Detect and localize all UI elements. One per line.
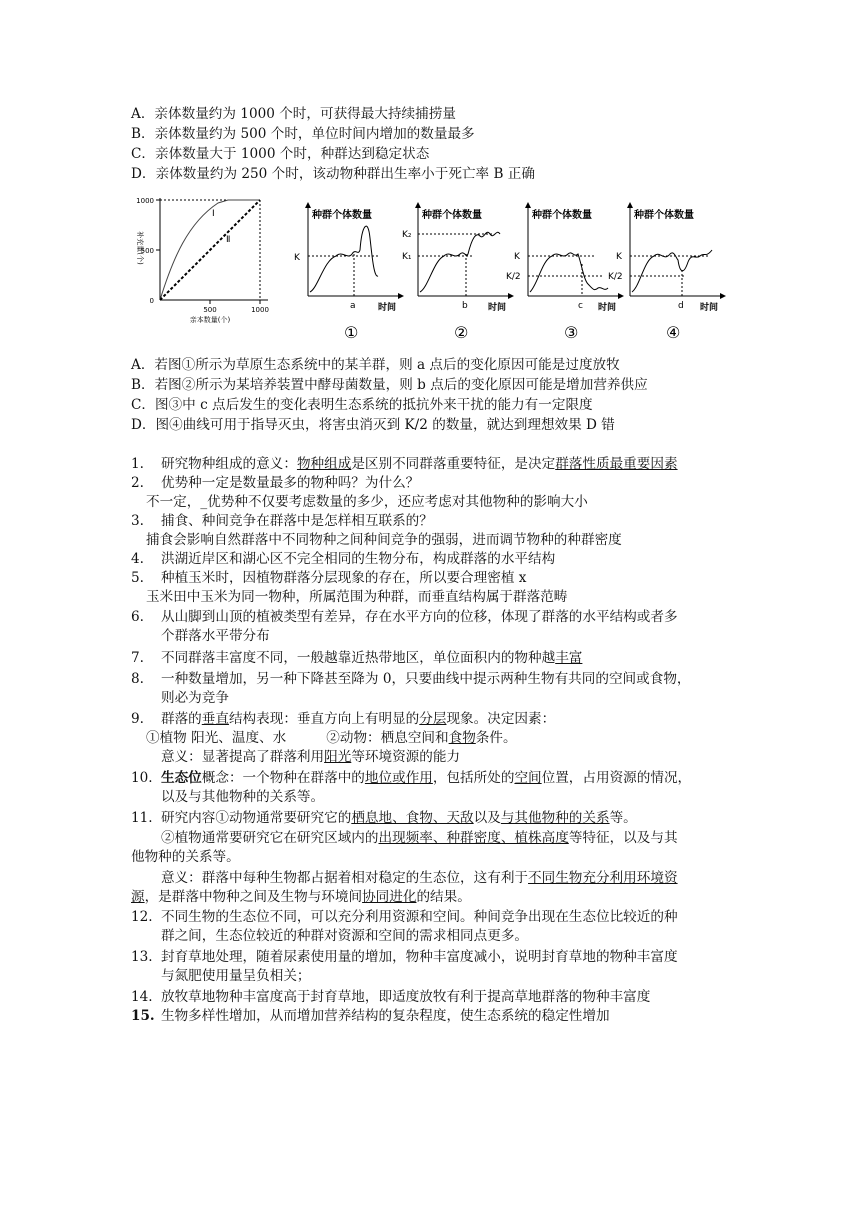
note-8: 8. 一种数量增加，另一种下降甚至降为 0，只要曲线中提示两种生物有共同的空间或食物， xyxy=(131,671,691,687)
note-6: 6. 从山脚到山顶的植被类型有差异，存在水平方向的位移，体现了群落的水平结构或者多 xyxy=(131,609,678,625)
option-d-top: D．亲体数量约为 250 个时，该动物种群出生率小于死亡率 B 正确 xyxy=(131,166,535,182)
panel-1-caption: ① xyxy=(344,323,359,342)
x-tick-500: 500 xyxy=(203,306,217,314)
note-2: 2. 优势种一定是数量最多的物种吗？为什么？ xyxy=(131,475,420,491)
panel-2-point: b xyxy=(462,301,468,311)
panel-1-point: a xyxy=(350,301,356,311)
note-12-cont: 群之间，生态位较近的种群对资源和空间的需求相同点更多。 xyxy=(161,928,529,944)
note-5-answer: 玉米田中玉米为同一物种，所属范围为种群，而垂直结构属于群落范畴 xyxy=(146,589,568,605)
option-d-bottom: D．图④曲线可用于指导灭虫，将害虫消灭到 K/2 的数量，就达到理想效果 D 错 xyxy=(131,417,615,433)
note-9-meaning: 意义：显著提高了群落利用阳光等环境资源的能力 xyxy=(161,749,461,765)
note-13-cont: 与氮肥使用量呈负相关； xyxy=(161,968,311,984)
option-b-bottom: B．若图②所示为某培养装置中酵母菌数量，则 b 点后的变化原因可能是增加营养供应 xyxy=(131,377,648,393)
figure-row xyxy=(128,188,728,348)
note-13: 13. 封育草地处理，随着尿素使用量的增加，物种丰富度减小，说明封育草地的物种丰富度 xyxy=(131,949,678,965)
note-11-meaning-cont: 源，是群落中物种之间及生物与环境间协同进化的结果。 xyxy=(131,889,471,905)
note-3-answer: 捕食会影响自然群落中不同物种之间种间竞争的强弱，进而调节物种的种群密度 xyxy=(146,532,622,548)
note-11-plants-cont: 他物种的关系等。 xyxy=(131,849,240,865)
panel-3-xlabel: 时间 xyxy=(598,303,617,313)
option-b-top: B．亲体数量约为 500 个时，单位时间内增加的数量最多 xyxy=(131,126,475,142)
figure-svg xyxy=(128,188,728,348)
y-tick-1000: 1000 xyxy=(136,197,154,205)
panel-4-k: K xyxy=(616,252,622,262)
y-tick-0: 0 xyxy=(149,297,154,305)
x-tick-1000: 1000 xyxy=(251,306,269,314)
panel-2-k1: K₁ xyxy=(402,252,412,262)
panel-2-caption: ② xyxy=(454,323,469,342)
panel-1-k: K xyxy=(294,253,300,263)
panel-2-k2: K₂ xyxy=(402,230,412,240)
panel-3-caption: ③ xyxy=(564,323,579,342)
note-8-cont: 则必为竞争 xyxy=(161,690,229,706)
panel-2-xlabel: 时间 xyxy=(488,303,507,313)
panel-4-point: d xyxy=(678,301,684,311)
y-axis-label: 补充量(个) xyxy=(136,231,144,265)
note-7: 7. 不同群落丰富度不同，一般越靠近热带地区，单位面积内的物种越丰富 xyxy=(131,650,583,666)
note-3: 3. 捕食、种间竞争在群落中是怎样相互联系的？ xyxy=(131,513,433,529)
note-11: 11. 研究内容①动物通常要研究它的栖息地、食物、天敌以及与其他物种的关系等。 xyxy=(131,810,637,826)
note-4: 4. 洪湖近岸区和湖心区不完全相同的生物分布，构成群落的水平结构 xyxy=(131,551,556,567)
panel-3-title: 种群个体数量 xyxy=(532,210,592,221)
note-11-plants: ②植物通常要研究它在研究区域内的出现频率、种群密度、植株高度等特征，以及与其 xyxy=(161,830,678,846)
note-10-cont: 以及与其他物种的关系等。 xyxy=(161,789,325,805)
option-c-top: C．亲体数量大于 1000 个时，种群达到稳定状态 xyxy=(131,146,430,162)
panel-4-title: 种群个体数量 xyxy=(634,210,694,221)
panel-4-khalf: K/2 xyxy=(608,272,623,282)
option-a-bottom: A．若图①所示为草原生态系统中的某羊群，则 a 点后的变化原因可能是过度放牧 xyxy=(131,357,620,373)
note-9-factors: ①植物 阳光、温度、水 ②动物：栖息空间和食物条件。 xyxy=(146,730,517,746)
note-5: 5. 种植玉米时，因植物群落分层现象的存在，所以要合理密植 x xyxy=(131,570,527,586)
panel-3-k: K xyxy=(514,252,520,262)
note-15: 15. 生物多样性增加，从而增加营养结构的复杂程度，使生态系统的稳定性增加 xyxy=(131,1008,610,1024)
note-9: 9. 群落的垂直结构表现：垂直方向上有明显的分层现象。决定因素： xyxy=(131,711,556,727)
panel-2-title: 种群个体数量 xyxy=(422,210,482,221)
note-2-answer: 不一定，_优势种不仅要考虑数量的多少，还应考虑对其他物种的影响大小 xyxy=(146,494,588,510)
note-1: 1. 研究物种组成的意义：物种组成是区别不同群落重要特征，是决定群落性质最重要因素 xyxy=(131,456,678,472)
panel-2 xyxy=(402,202,514,342)
panel-3-point: c xyxy=(578,301,583,311)
panel-1-title: 种群个体数量 xyxy=(312,210,372,221)
panel-4 xyxy=(608,202,726,342)
note-11-meaning: 意义：群落中每种生物都占据着相对稳定的生态位，这有利于不同生物充分利用环境资 xyxy=(161,870,678,886)
curve-1-label: Ⅰ xyxy=(212,209,215,219)
x-axis-label: 亲本数量(个) xyxy=(189,316,231,324)
option-a-top: A．亲体数量约为 1000 个时，可获得最大持续捕捞量 xyxy=(131,106,456,122)
curve-2-label: Ⅱ xyxy=(226,235,231,245)
note-6-cont: 个群落水平带分布 xyxy=(161,628,270,644)
panel-1 xyxy=(294,202,404,342)
note-10: 10. 生态位概念：一个物种在群落中的地位或作用，包括所处的空间位置，占用资源的情况， xyxy=(131,770,692,786)
panel-4-xlabel: 时间 xyxy=(700,303,719,313)
y-tick-500: 500 xyxy=(140,247,154,255)
panel-3-khalf: K/2 xyxy=(506,272,521,282)
panel-4-caption: ④ xyxy=(666,323,681,342)
note-12: 12. 不同生物的生态位不同，可以充分利用资源和空间。种间竞争出现在生态位比较近的种 xyxy=(131,909,678,925)
stock-recruitment-figure xyxy=(136,197,269,324)
option-c-bottom: C．图③中 c 点后发生的变化表明生态系统的抵抗外来干扰的能力有一定限度 xyxy=(131,397,593,413)
panel-3 xyxy=(506,202,624,342)
note-14: 14. 放牧草地物种丰富度高于封育草地，即适度放牧有利于提高草地群落的物种丰富度 xyxy=(131,989,651,1005)
panel-1-xlabel: 时间 xyxy=(378,303,397,313)
